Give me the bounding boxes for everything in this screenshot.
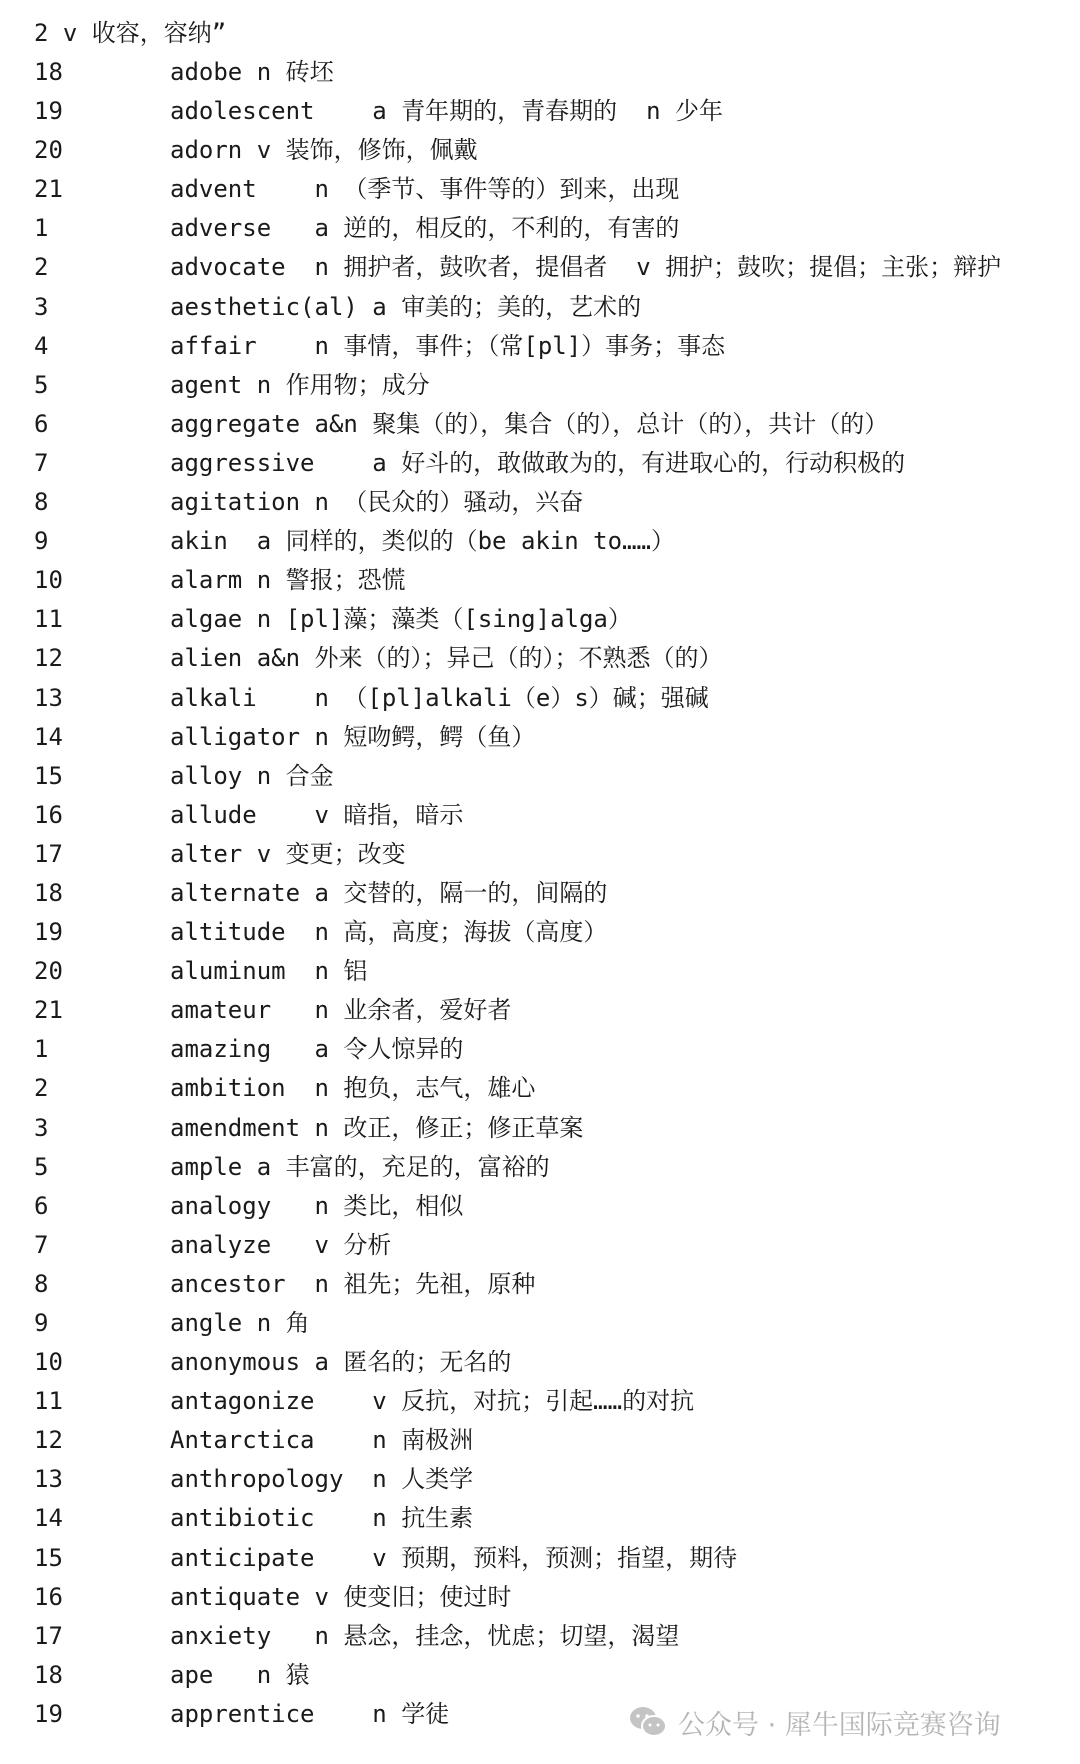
list-item: [0, 483, 1080, 522]
entry-number: 8: [34, 488, 49, 517]
entry-text: analyze v 分析: [170, 1230, 392, 1259]
list-item: [0, 1265, 1080, 1304]
list-item: [0, 209, 1080, 248]
entry-text: alarm n 警报；恐慌: [170, 566, 406, 595]
entry-number: 13: [34, 1465, 63, 1494]
list-item: [0, 1109, 1080, 1148]
entry-number: 15: [34, 761, 63, 790]
continued-definition-line: 2 v 收容，容纳”: [34, 19, 227, 47]
entry-number: 9: [34, 527, 49, 556]
entry-number: 6: [34, 409, 49, 438]
entry-text: ape n 猿: [170, 1660, 310, 1689]
list-item: [0, 1578, 1080, 1617]
entry-number: 21: [34, 175, 63, 204]
list-item: [0, 1539, 1080, 1578]
list-item: [0, 288, 1080, 327]
list-item: [0, 1187, 1080, 1226]
entry-text: analogy n 类比，相似: [170, 1191, 464, 1220]
entry-text: akin a 同样的，类似的（be akin to……）: [170, 527, 675, 556]
entry-text: agitation n （民众的）骚动，兴奋: [170, 488, 584, 517]
vocabulary-list: [0, 53, 1080, 1734]
entry-text: alligator n 短吻鳄，鳄（鱼）: [170, 722, 536, 751]
entry-text: affair n 事情，事件；（常[pl]）事务；事态: [170, 331, 726, 360]
entry-number: 10: [34, 566, 63, 595]
list-item: [0, 952, 1080, 991]
list-item: [0, 1226, 1080, 1265]
entry-number: 19: [34, 918, 63, 947]
entry-number: 13: [34, 683, 63, 712]
list-item: [0, 913, 1080, 952]
entry-number: 18: [34, 58, 63, 86]
list-item: [0, 1069, 1080, 1108]
entry-text: angle n 角: [170, 1309, 310, 1337]
list-item: [0, 405, 1080, 444]
entry-number: 20: [34, 136, 63, 165]
list-item: [0, 796, 1080, 835]
entry-number: 14: [34, 1504, 63, 1533]
entry-text: alter v 变更；改变: [170, 839, 406, 868]
list-item: [0, 1382, 1080, 1421]
entry-number: 17: [34, 1621, 63, 1650]
entry-text: algae n [pl]藻；藻类（[sing]alga）: [170, 605, 632, 634]
list-item: [0, 92, 1080, 131]
entry-number: 18: [34, 878, 63, 907]
entry-text: alloy n 合金: [170, 761, 334, 790]
list-item: [0, 1343, 1080, 1382]
list-item: [0, 835, 1080, 874]
list-item: [0, 1030, 1080, 1069]
list-item: [0, 1460, 1080, 1499]
entry-text: antiquate v 使变旧；使过时: [170, 1582, 512, 1611]
entry-number: 19: [34, 97, 63, 126]
entry-number: 7: [34, 448, 49, 477]
entry-text: antibiotic n 抗生素: [170, 1504, 474, 1533]
entry-number: 21: [34, 996, 63, 1025]
list-item: [0, 1148, 1080, 1187]
list-item: [0, 757, 1080, 796]
list-item: [0, 561, 1080, 600]
entry-text: aluminum n 铝: [170, 957, 368, 986]
entry-number: 16: [34, 800, 63, 829]
list-item: [0, 718, 1080, 757]
list-item: [0, 170, 1080, 209]
list-item: [0, 444, 1080, 483]
entry-text: altitude n 高，高度；海拔（高度）: [170, 918, 608, 947]
entry-number: 15: [34, 1543, 63, 1572]
list-item: [0, 991, 1080, 1030]
entry-number: 12: [34, 1426, 63, 1455]
entry-number: 2: [34, 1074, 49, 1103]
list-item: [0, 366, 1080, 405]
entry-number: 18: [34, 1660, 63, 1689]
entry-text: amazing a 令人惊异的: [170, 1035, 464, 1064]
entry-text: anxiety n 悬念，挂念，忧虑；切望，渴望: [170, 1621, 680, 1650]
entry-text: advocate n 拥护者，鼓吹者，提倡者 v 拥护；鼓吹；提倡；主张；辩护: [170, 253, 1002, 282]
entry-text: anthropology n 人类学: [170, 1465, 474, 1494]
list-item: [0, 874, 1080, 913]
entry-number: 1: [34, 214, 49, 243]
list-item: [0, 1421, 1080, 1460]
entry-number: 9: [34, 1309, 49, 1337]
list-item: [0, 327, 1080, 366]
entry-number: 6: [34, 1191, 49, 1220]
entry-number: 20: [34, 957, 63, 986]
entry-number: 4: [34, 331, 49, 360]
entry-number: 5: [34, 1152, 49, 1181]
entry-number: 12: [34, 644, 63, 673]
entry-number: 16: [34, 1582, 63, 1611]
entry-text: adverse a 逆的，相反的，不利的，有害的: [170, 214, 680, 243]
entry-text: allude v 暗指，暗示: [170, 800, 464, 829]
entry-number: 3: [34, 292, 49, 321]
entry-text: antagonize v 反抗，对抗；引起……的对抗: [170, 1387, 695, 1416]
entry-text: ambition n 抱负，志气，雄心: [170, 1074, 536, 1103]
list-item: [0, 679, 1080, 718]
entry-text: alternate a 交替的，隔一的，间隔的: [170, 878, 608, 907]
watermark: [628, 1700, 1001, 1744]
entry-text: aesthetic(al) a 审美的；美的，艺术的: [170, 292, 642, 321]
entry-number: 17: [34, 839, 63, 868]
entry-text: alien a&n 外来（的）；异己（的）；不熟悉（的）: [170, 644, 723, 673]
entry-number: 11: [34, 1387, 63, 1416]
entry-number: 2: [34, 253, 49, 282]
entry-text: aggregate a&n 聚集（的），集合（的），总计（的），共计（的）: [170, 409, 889, 438]
list-item: [0, 1617, 1080, 1656]
entry-text: adobe n 砖坯: [170, 58, 334, 86]
entry-number: 8: [34, 1269, 49, 1298]
entry-number: 14: [34, 722, 63, 751]
entry-text: anticipate v 预期，预料，预测；指望，期待: [170, 1543, 738, 1572]
entry-text: aggressive a 好斗的，敢做敢为的，有进取心的，行动积极的: [170, 448, 906, 477]
entry-text: amendment n 改正，修正；修正草案: [170, 1113, 584, 1142]
list-item: [0, 131, 1080, 170]
entry-number: 3: [34, 1113, 49, 1142]
list-item: [0, 53, 1080, 92]
entry-text: adorn v 装饰，修饰，佩戴: [170, 136, 478, 165]
watermark-text: 公众号 · 犀牛国际竞赛咨询: [678, 1709, 1001, 1741]
entry-number: 5: [34, 370, 49, 399]
entry-text: amateur n 业余者，爱好者: [170, 996, 512, 1025]
entry-number: 19: [34, 1699, 63, 1728]
entry-number: 10: [34, 1348, 63, 1377]
list-item: [0, 1304, 1080, 1343]
entry-text: advent n （季节、事件等的）到来，出现: [170, 175, 680, 204]
entry-number: 11: [34, 605, 63, 634]
wechat-icon: [628, 1705, 668, 1739]
entry-number: 1: [34, 1035, 49, 1064]
entry-text: Antarctica n 南极洲: [170, 1426, 474, 1455]
list-item: [0, 522, 1080, 561]
entry-number: 7: [34, 1230, 49, 1259]
list-item: [0, 1499, 1080, 1538]
list-item: [0, 1656, 1080, 1695]
list-item: [0, 600, 1080, 639]
list-item: [0, 639, 1080, 678]
list-item: [0, 248, 1080, 287]
entry-text: ancestor n 祖先；先祖，原种: [170, 1269, 536, 1298]
entry-text: adolescent a 青年期的，青春期的 n 少年: [170, 97, 723, 126]
entry-text: alkali n （[pl]alkali（e）s）碱；强碱: [170, 683, 709, 712]
entry-text: agent n 作用物；成分: [170, 370, 430, 399]
entry-text: ample a 丰富的，充足的，富裕的: [170, 1152, 550, 1181]
entry-text: anonymous a 匿名的；无名的: [170, 1348, 512, 1377]
entry-text: apprentice n 学徒: [170, 1699, 450, 1728]
